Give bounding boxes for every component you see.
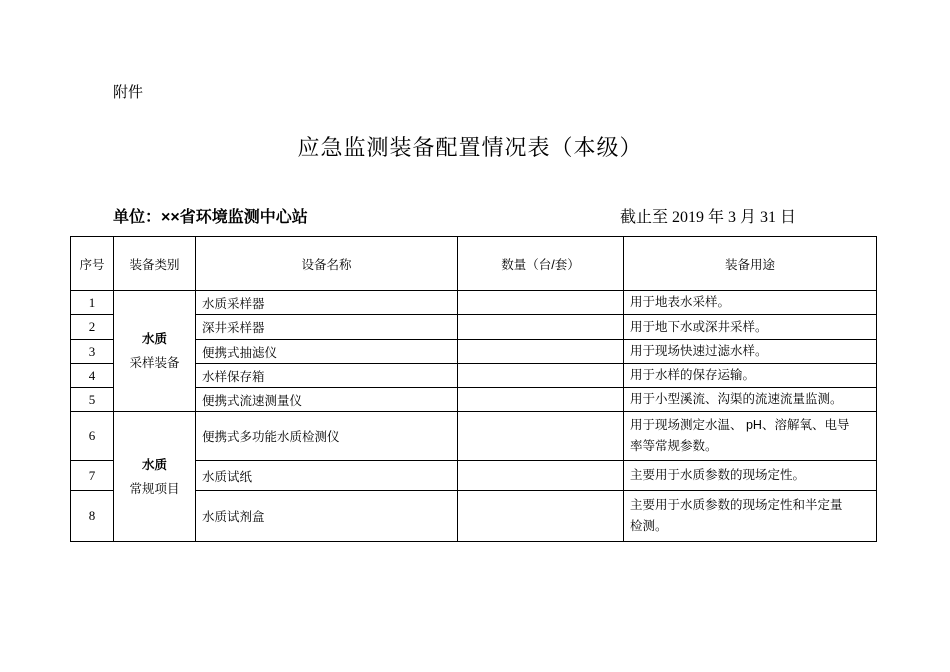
category-cell xyxy=(114,412,196,542)
quantity-cell xyxy=(458,388,624,412)
device-name: 水质采样器 xyxy=(196,291,458,315)
page-title: 应急监测装备配置情况表（本级） xyxy=(297,135,643,160)
table-header-row xyxy=(71,237,877,291)
device-use: 主要用于水质参数的现场定性。 xyxy=(624,461,877,491)
header-category: 装备类别 xyxy=(114,237,196,291)
header-quantity: 数量（台/套） xyxy=(458,237,624,291)
row-number: 8 xyxy=(71,491,114,542)
header-no: 序号 xyxy=(71,237,114,291)
device-use: 用于现场测定水温、 pH、溶解氧、电导率等常规参数。 xyxy=(624,412,877,461)
category-sub: 常规项目 xyxy=(129,481,180,496)
row-number: 6 xyxy=(71,412,114,461)
category-main: 水质 xyxy=(141,332,167,346)
table-row xyxy=(71,291,877,315)
table-row xyxy=(71,412,877,461)
device-name: 水质试剂盒 xyxy=(196,491,458,542)
row-number: 1 xyxy=(71,291,114,315)
device-name: 水样保存箱 xyxy=(196,364,458,388)
quantity-cell xyxy=(458,291,624,315)
category-cell xyxy=(114,291,196,412)
equipment-table xyxy=(70,236,877,542)
device-use: 用于水样的保存运输。 xyxy=(624,364,877,388)
category-main: 水质 xyxy=(141,457,167,472)
device-name: 便携式多功能水质检测仪 xyxy=(196,412,458,461)
category-sub: 采样装备 xyxy=(129,356,180,370)
quantity-cell xyxy=(458,461,624,491)
device-name: 便携式流速测量仪 xyxy=(196,388,458,412)
device-name: 便携式抽滤仪 xyxy=(196,340,458,364)
row-number: 7 xyxy=(71,461,114,491)
date-label: 截止至 2019 年 3 月 31 日 xyxy=(620,209,797,226)
quantity-cell xyxy=(458,491,624,542)
quantity-cell xyxy=(458,340,624,364)
unit-label: 单位：××省环境监测中心站 xyxy=(113,209,308,226)
header-use: 装备用途 xyxy=(624,237,877,291)
row-number: 5 xyxy=(71,388,114,412)
device-use: 用于地下水或深井采样。 xyxy=(624,315,877,340)
attachment-label: 附件 xyxy=(113,84,144,101)
device-name: 深井采样器 xyxy=(196,315,458,340)
quantity-cell xyxy=(458,412,624,461)
quantity-cell xyxy=(458,315,624,340)
row-number: 3 xyxy=(71,340,114,364)
quantity-cell xyxy=(458,364,624,388)
device-use: 主要用于水质参数的现场定性和半定量检测。 xyxy=(624,491,877,542)
device-use: 用于小型溪流、沟渠的流速流量监测。 xyxy=(624,388,877,412)
header-name: 设备名称 xyxy=(196,237,458,291)
device-use: 用于地表水采样。 xyxy=(624,291,877,315)
row-number: 2 xyxy=(71,315,114,340)
row-number: 4 xyxy=(71,364,114,388)
device-use: 用于现场快速过滤水样。 xyxy=(624,340,877,364)
device-name: 水质试纸 xyxy=(196,461,458,491)
